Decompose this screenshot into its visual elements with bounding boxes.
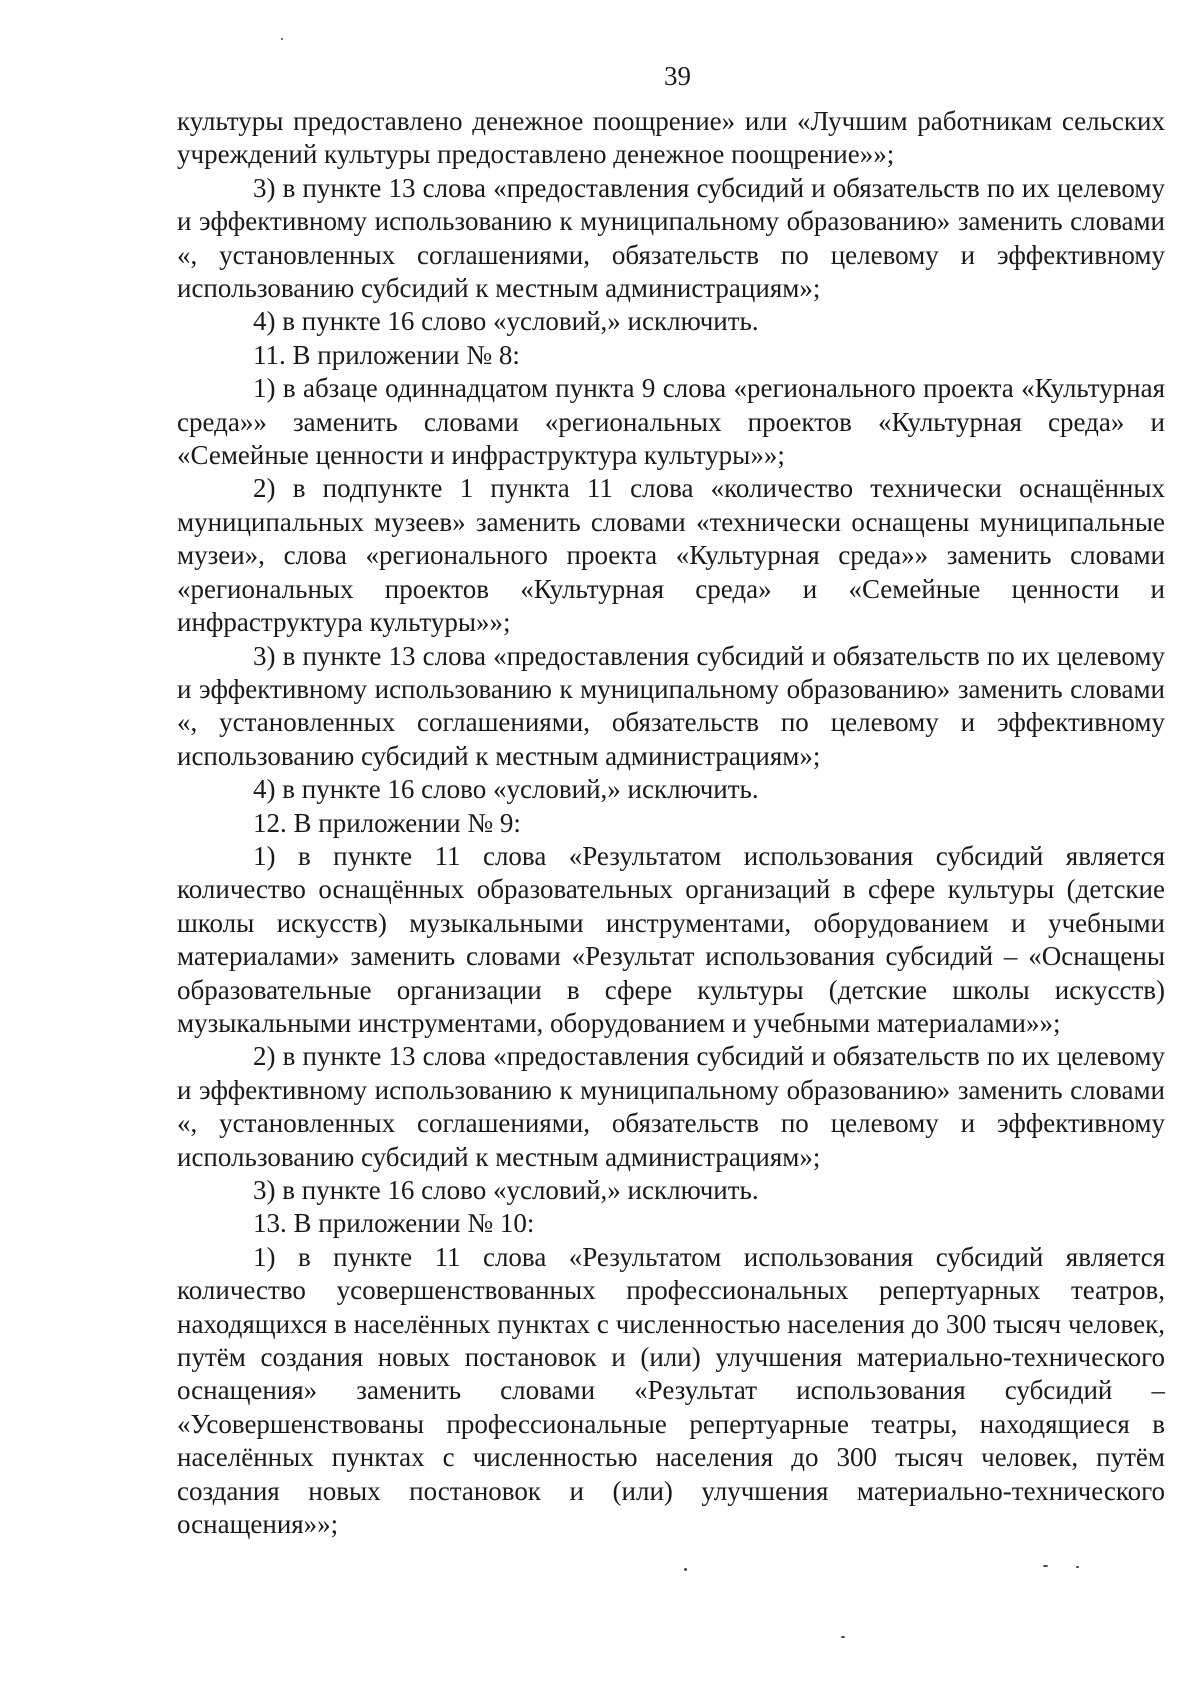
- paragraph: 2) в пункте 13 слова «предоставления субсидий и обязательств по их целевому и эффективному использованию к муниципальному образованию» заменить словами «, установленных соглашениями, обязательств по целевому и эффективному использованию субсидий к местным администрациям»;: [177, 1041, 1165, 1172]
- paragraph: 4) в пункте 16 слово «условий,» исключить.: [253, 774, 759, 805]
- paragraph: 1) в пункте 11 слова «Результатом использования субсидий является количество оснащённых образовательных организаций в сфере культуры (детские школы искусств) музыкальными инструментами, оборудованием и учебными материалами» заменить словами «Результат использования субсидий – «Оснащены образовательные организации в сфере культуры (детские школы искусств) музыкальными инструментами, оборудованием и учебными материалами»»;: [177, 840, 1165, 1038]
- paragraph: 1) в пункте 11 слова «Результатом использования субсидий является количество усовершенствованных профессиональных репертуарных театров, находящихся в населённых пунктах с численностью населения до 300 тысяч человек, путём создания новых постановок и (или) улучшения материально-технического оснащения» заменить словами «Результат использования субсидий – «Усовершенствованы профессиональные репертуарные театры, находящиеся в населённых пунктах с численностью населения до 300 тысяч человек, путём создания новых постановок и (или) улучшения материально-технического оснащения»»;: [177, 1241, 1165, 1540]
- section-heading: 11. В приложении № 8:: [253, 339, 520, 370]
- scan-speck: [1043, 1565, 1048, 1567]
- paragraph: 3) в пункте 16 слово «условий,» исключить.: [253, 1175, 759, 1205]
- scan-speck: [1076, 1566, 1079, 1568]
- scan-speck: [841, 1636, 845, 1638]
- page-number: 39: [664, 61, 691, 91]
- paragraph: 2) в подпункте 1 пункта 11 слова «количество технически оснащённых муниципальных музеев» заменить словами «технически оснащены муниципальные музеи», слова «регионального проекта «Культурная среда»» заменить словами «региональных проектов «Культурная среда» и «Семейные ценности и инфраструктура культуры»»;: [177, 473, 1165, 638]
- section-heading: 13. В приложении № 10:: [253, 1208, 535, 1239]
- paragraph: 4) в пункте 16 слово «условий,» исключить.: [253, 306, 759, 337]
- section-heading: 12. В приложении № 9:: [253, 807, 521, 838]
- paragraph: 3) в пункте 13 слова «предоставления субсидий и обязательств по их целевому и эффективному использованию к муниципальному образованию» заменить словами «, установленных соглашениями, обязательств по целевому и эффективному использованию субсидий к местным администрациям»;: [177, 172, 1165, 304]
- document-body: [177, 105, 1165, 1541]
- paragraph: культуры предоставлено денежное поощрение» или «Лучшим работникам сельских учреждений культуры предоставлено денежное поощрение»»;: [177, 106, 1165, 170]
- scan-speck: [684, 1568, 687, 1571]
- scan-speck: [281, 38, 283, 40]
- paragraph: 1) в абзаце одиннадцатом пункта 9 слова «регионального проекта «Культурная среда»» заменить словами «региональных проектов «Культурная среда» и «Семейные ценности и инфраструктура культуры»»;: [177, 373, 1165, 471]
- paragraph: 3) в пункте 13 слова «предоставления субсидий и обязательств по их целевому и эффективному использованию к муниципальному образованию» заменить словами «, установленных соглашениями, обязательств по целевому и эффективному использованию субсидий к местным администрациям»;: [177, 640, 1165, 771]
